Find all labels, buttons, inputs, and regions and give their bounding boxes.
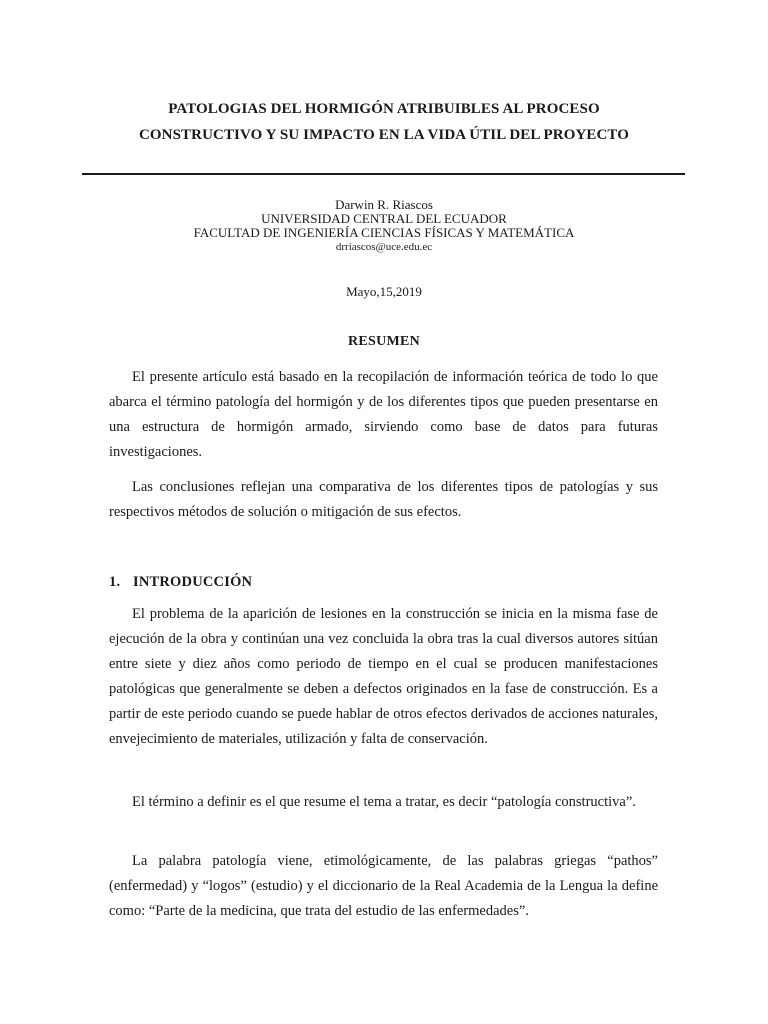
paper-title-line-1: PATOLOGIAS DEL HORMIGÓN ATRIBUIBLES AL PROCESO [168, 101, 600, 117]
intro-paragraph-1: El problema de la aparición de lesiones en la construcción se inicia en la misma fase de ejecución de la obra y continúan una vez concluida la obra tras la cual diversos autores sitúan entre siete y diez años como periodo de tiempo en el cual se producen manifestaciones patológicas que generalmente se deben a defectos originados en la fase de construcción. Es a partir de este periodo cuando se puede hablar de otros efectos derivados de acciones naturales, envejecimiento de materiales, utilización y falta de conservación. [109, 606, 658, 747]
section-title: INTRODUCCIÓN [133, 574, 253, 590]
section-number: 1. [109, 574, 121, 590]
publication-date: Mayo,15,2019 [346, 284, 422, 299]
author-university: UNIVERSIDAD CENTRAL DEL ECUADOR [261, 211, 507, 226]
paper-title [80, 96, 688, 148]
section-heading-introduccion [109, 572, 252, 592]
author-faculty: FACULTAD DE INGENIERÍA CIENCIAS FÍSICAS Y MATEMÁTICA [193, 225, 575, 240]
author-name: Darwin R. Riascos [335, 197, 433, 212]
author-email: drriascos@uce.edu.ec [335, 241, 433, 253]
intro-paragraph-3: La palabra patología viene, etimológicamente, de las palabras griegas “pathos” (enfermedad) y “logos” (estudio) y el diccionario de la Real Academia de la Lengua la define como: “Parte de la medicina, que trata del estudio de las enfermedades”. [109, 853, 658, 919]
abstract-heading: RESUMEN [347, 334, 421, 349]
intro-paragraph-2: El término a definir es el que resume el tema a tratar, es decir “patología constructiva”. [132, 794, 636, 810]
paper-title-line-2: CONSTRUCTIVO Y SU IMPACTO EN LA VIDA ÚTIL DEL PROYECTO [138, 127, 630, 143]
abstract-paragraph-1: El presente artículo está basado en la recopilación de información teórica de todo lo que abarca el término patología del hormigón y de los diferentes tipos que pueden presentarse en una estructura de hormigón armado, sirviendo como base de datos para futuras investigaciones. [109, 369, 658, 460]
title-divider [82, 173, 685, 175]
author-block [80, 198, 688, 254]
abstract-paragraph-2: Las conclusiones reflejan una comparativa de los diferentes tipos de patologías y sus respectivos métodos de solución o mitigación de sus efectos. [109, 479, 658, 520]
